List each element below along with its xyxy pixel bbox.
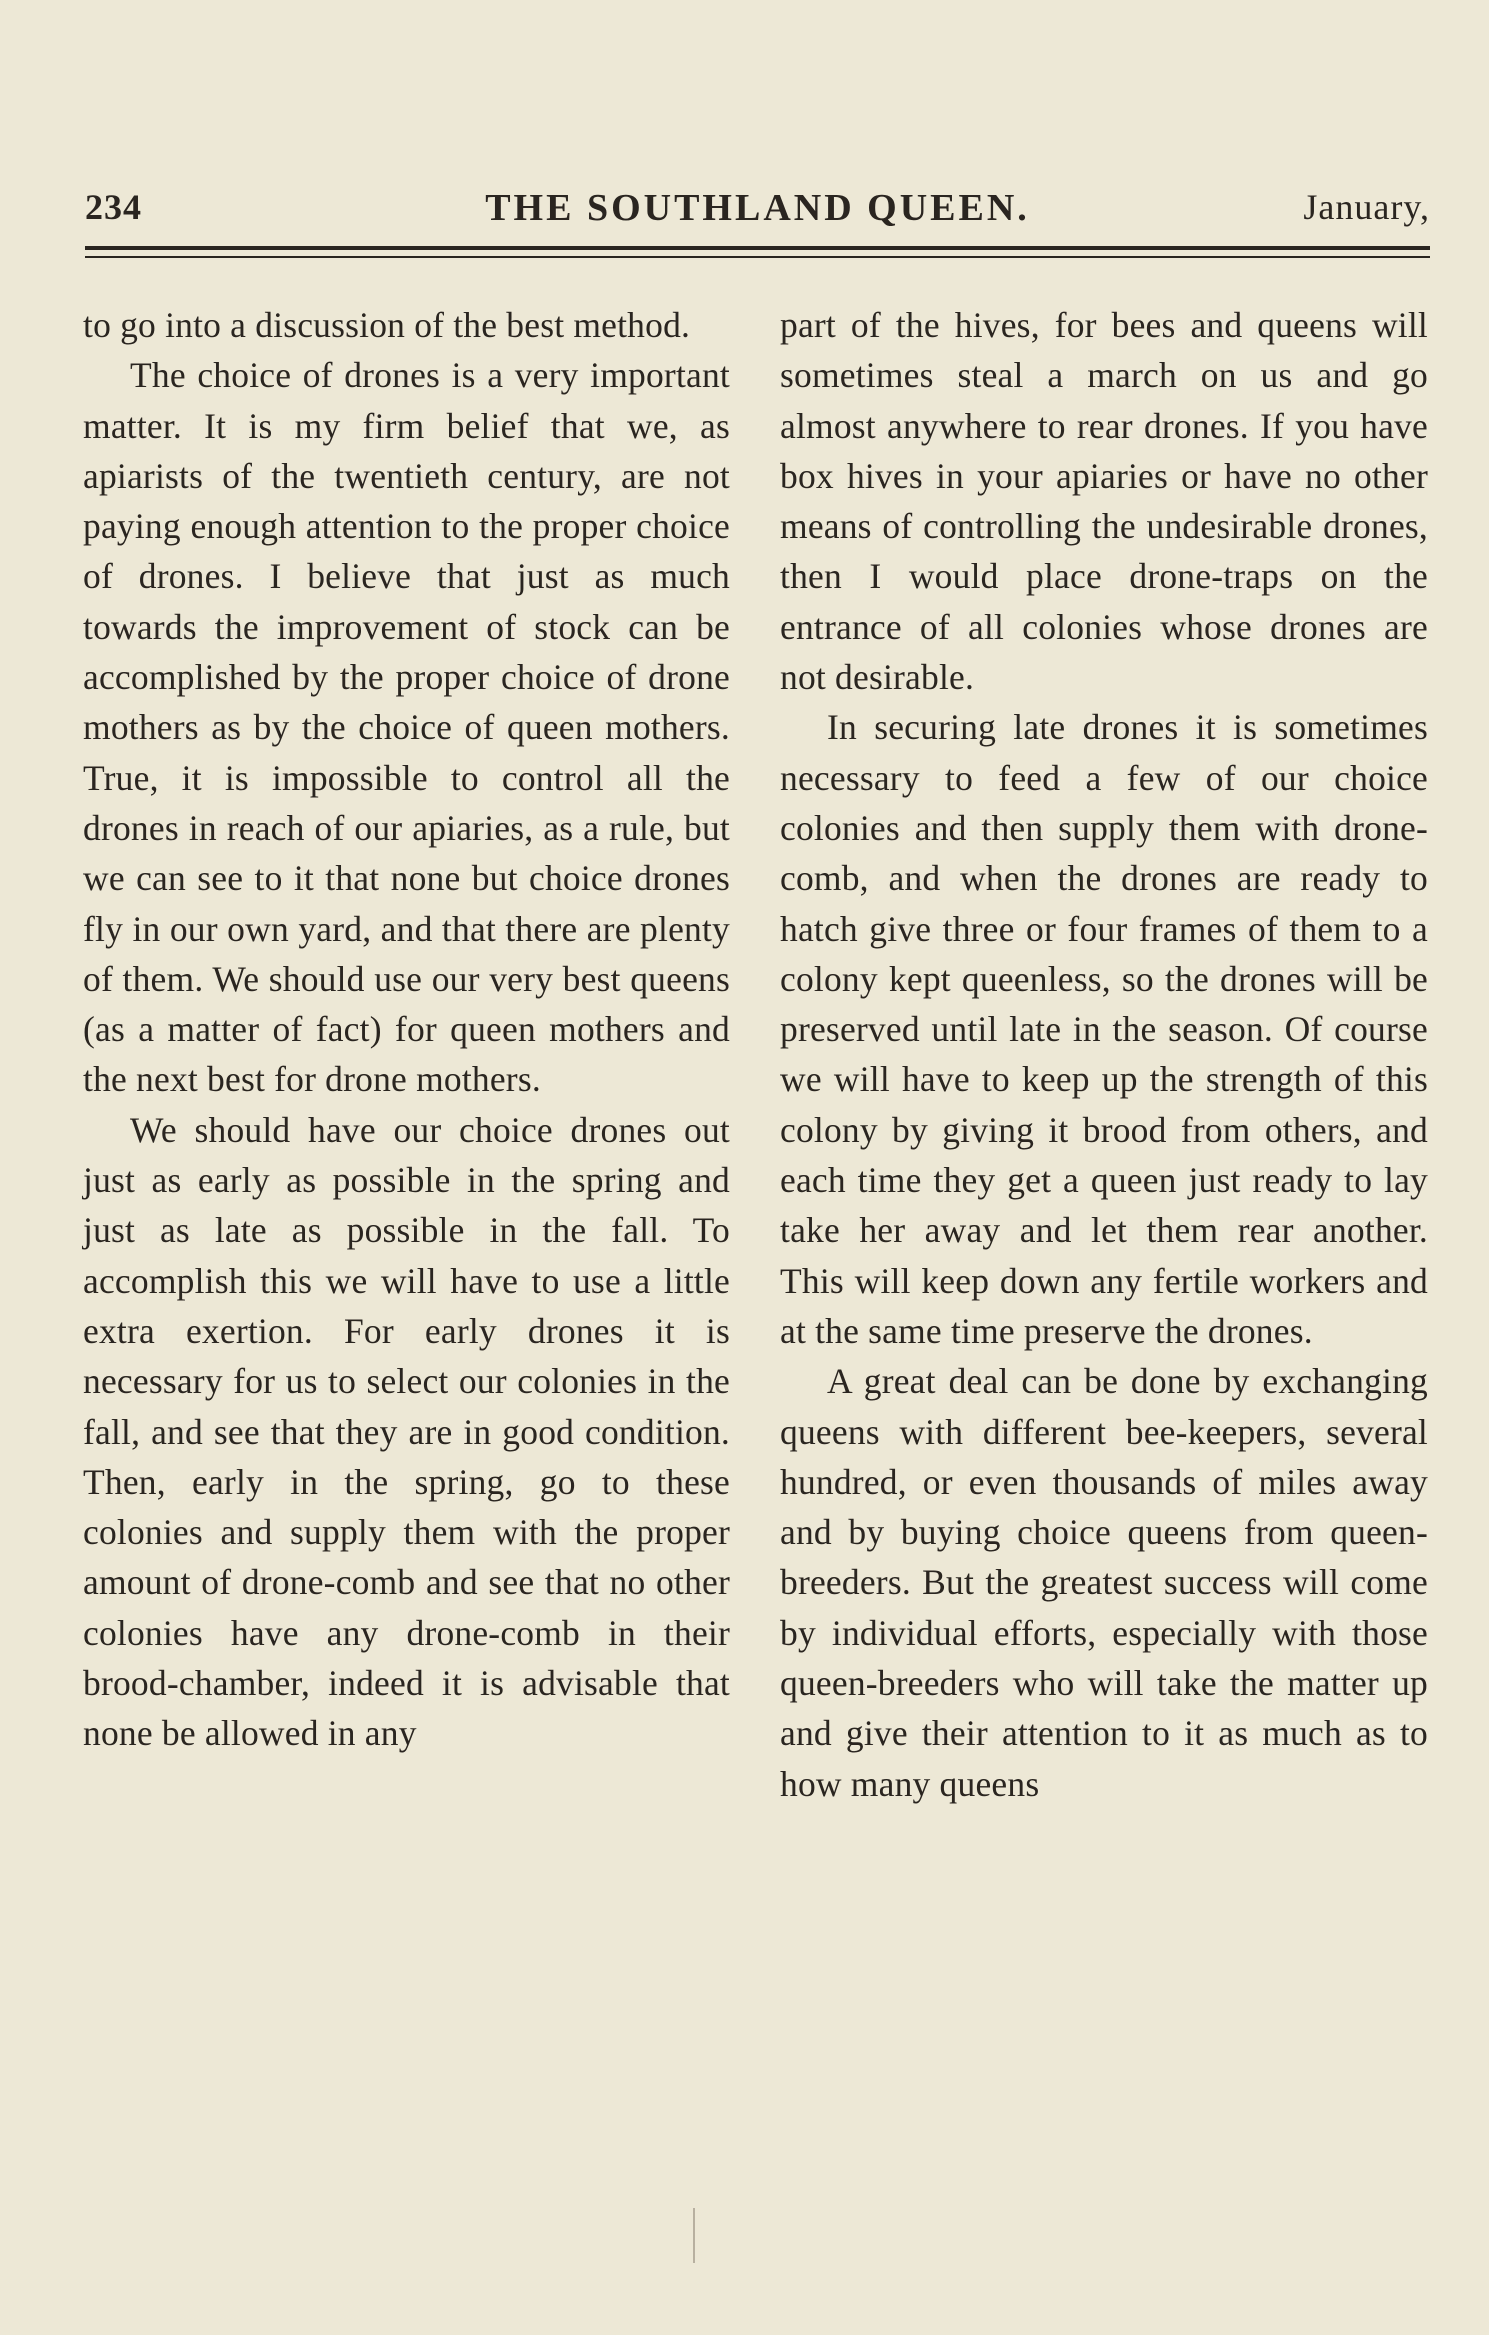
paragraph-exchanging-queens: A great deal can be done by exchanging queens with different bee-keepers, several hundred, or even thousands of miles away and by buying choice queens from queen-breeders. But the greatest success will come by individual efforts, especially with those queen-breeders who will take the matter up and give their attention to it as much as to how many queens bbox=[780, 1361, 1428, 1804]
paragraph-early-late-drones: We should have our choice drones out just as early as possible in the spring and just as late as possible in the fall. To accomplish this we will have to use a little extra exertion. For early drones it is necessary for us to select our colonies in the fall, and see that they are in good condition. Then, early in the spring, go to these colonies and supply them with the proper amount of drone-comb and see that no other colonies have any drone-comb in their brood-chamber, indeed it is advisable that none be allowed in any bbox=[83, 1109, 730, 1754]
gutter-mark bbox=[693, 2208, 695, 2263]
header-rule-thin bbox=[85, 256, 1430, 258]
issue-month: January, bbox=[1303, 187, 1430, 227]
page-number: 234 bbox=[85, 187, 142, 227]
paragraph-securing-late-drones: In securing late drones it is sometimes necessary to feed a few of our choice colonies and then supply them with drone-comb, and when the drones are ready to hatch give three or four frames of them to a colony kept queenless, so the drones will be preserved until late in the season. Of course we will have to keep up the strength of this colony by giving it brood from others, and each time they get a queen just ready to lay take her away and let them rear another. This will keep down any fertile workers and at the same time preserve the drones. bbox=[780, 707, 1428, 1351]
paragraph-choice-of-drones: The choice of drones is a very important matter. It is my firm belief that we, as apiarists of the twentieth century, are not paying enough attention to the proper choice of drones. I believe that just as much towards the improvement of stock can be accomplished by the proper choice of drone mothers as by the choice of queen mothers. True, it is impossible to control all the drones in reach of our apiaries, as a rule, but we can see to it that none but choice drones fly in our own yard, and that there are plenty of them. We should use our very best queens (as a matter of fact) for queen mothers and the next best for drone mothers. bbox=[83, 355, 730, 1100]
right-column bbox=[780, 300, 1428, 1809]
header-rule-thick bbox=[85, 246, 1430, 250]
journal-title: THE SOUTHLAND QUEEN. bbox=[485, 187, 1030, 229]
paragraph-continuation: to go into a discussion of the best method. bbox=[83, 305, 691, 345]
paragraph-continuation: part of the hives, for bees and queens will sometimes steal a march on us and go almost anywhere to rear drones. If you have box hives in your apiaries or have no other means of controlling the undesirable drones, then I would place drone-traps on the entrance of all colonies whose drones are not desirable. bbox=[780, 305, 1428, 698]
running-header bbox=[85, 186, 1430, 236]
left-column bbox=[83, 300, 730, 1759]
